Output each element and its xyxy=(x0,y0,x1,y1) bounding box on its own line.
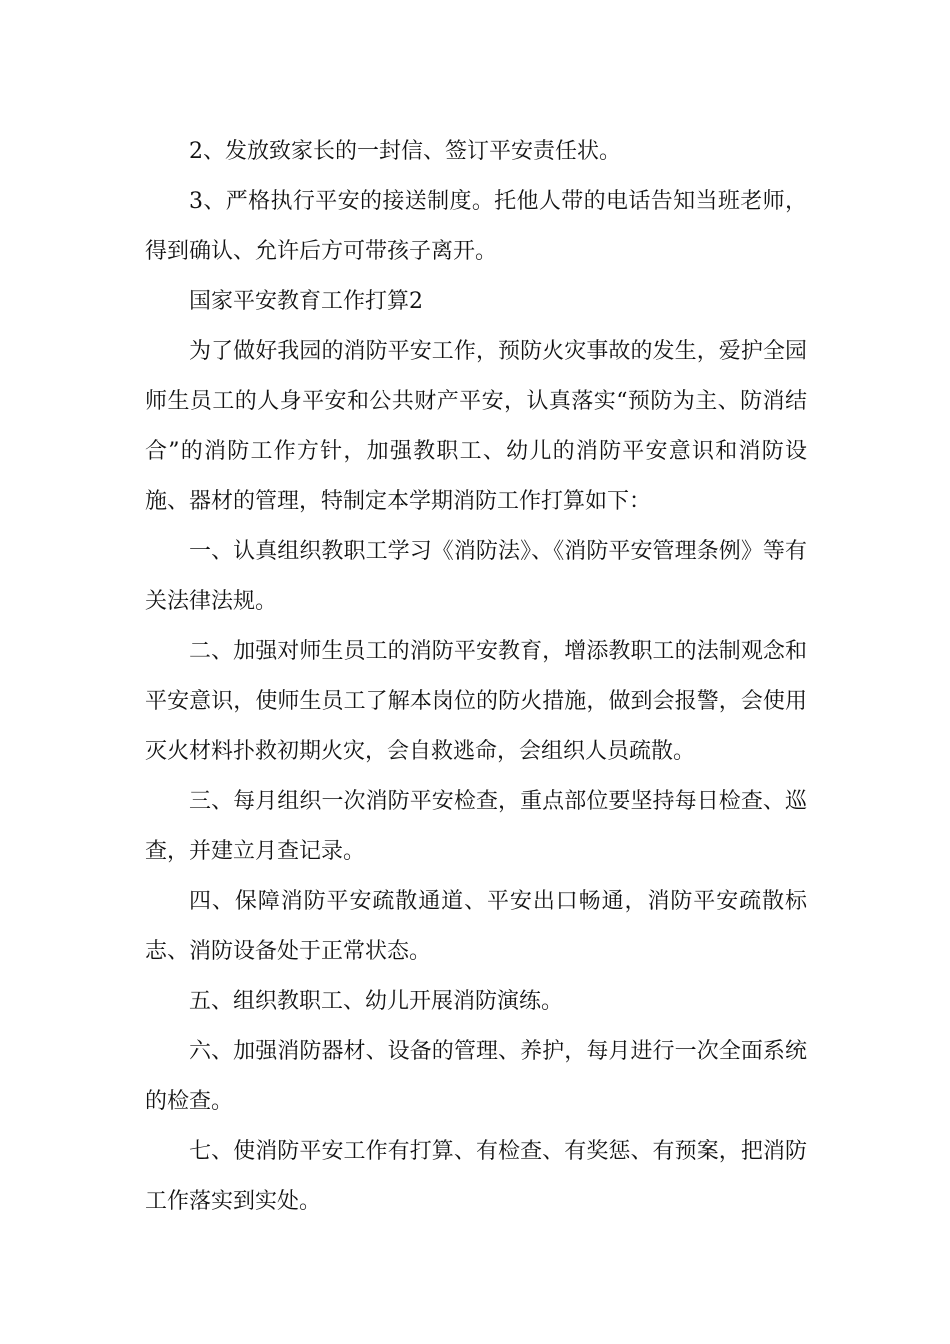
intro-paragraph: 为了做好我园的消防平安工作，预防火灾事故的发生，爱护全园师生员工的人身平安和公共财产平安，认真落实“预防为主、防消结合”的消防工作方针，加强教职工、幼儿的消防平安意识和消防设施、器材的管理，特制定本学期消防工作打算如下： xyxy=(145,339,807,514)
plan-item-6: 六、加强消防器材、设备的管理、养护，每月进行一次全面系统的检查。 xyxy=(145,1039,807,1114)
plan-item-7: 七、使消防平安工作有打算、有检查、有奖惩、有预案，把消防工作落实到实处。 xyxy=(145,1139,807,1214)
plan-item-5: 五、组织教职工、幼儿开展消防演练。 xyxy=(189,989,564,1014)
plan-item-1: 一、认真组织教职工学习《消防法》、《消防平安管理条例》等有关法律法规。 xyxy=(145,539,807,614)
paragraph-item-3: 3、严格执行平安的接送制度。托他人带的电话告知当班老师，得到确认、允许后方可带孩子离开。 xyxy=(145,189,807,264)
plan-item-2: 二、加强对师生员工的消防平安教育，增添教职工的法制观念和平安意识，使师生员工了解本岗位的防火措施，做到会报警，会使用灭火材料扑救初期火灾，会自救逃命，会组织人员疏散。 xyxy=(145,639,807,764)
plan-item-4: 四、保障消防平安疏散通道、平安出口畅通，消防平安疏散标志、消防设备处于正常状态。 xyxy=(145,889,807,964)
document-body xyxy=(145,127,807,1227)
paragraph-item-2: 2、发放致家长的一封信、签订平安责任状。 xyxy=(189,139,621,164)
plan-item-3: 三、每月组织一次消防平安检查，重点部位要坚持每日检查、巡查，并建立月查记录。 xyxy=(145,789,807,864)
section-heading: 国家平安教育工作打算2 xyxy=(189,289,423,314)
